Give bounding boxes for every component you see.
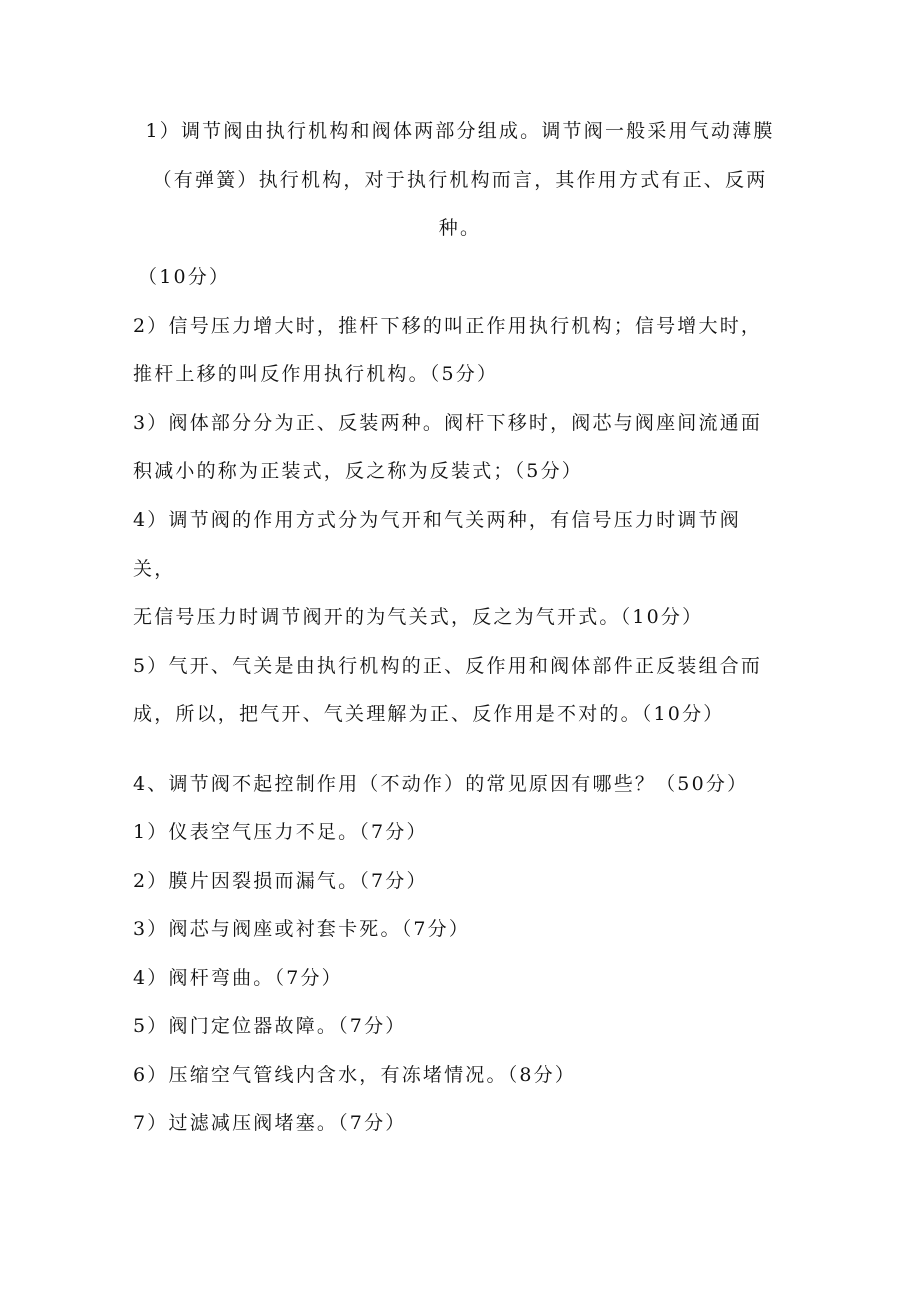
text-line: 4）调节阀的作用方式分为气开和气关两种，有信号压力时调节阀: [133, 509, 741, 531]
text-line: 推杆上移的叫反作用执行机构。（5分）: [133, 363, 499, 385]
text-line: （10分）: [138, 266, 231, 288]
text-line: 3）阀体部分分为正、反装两种。阀杆下移时，阀芯与阀座间流通面: [133, 412, 763, 434]
text-line: 1）调节阀由执行机构和阀体两部分组成。调节阀一般采用气动薄膜: [145, 120, 775, 142]
list-item: 3）阀芯与阀座或衬套卡死。（7分）: [133, 918, 471, 940]
question-heading: 4、调节阀不起控制作用（不动作）的常见原因有哪些？（50分）: [133, 773, 749, 795]
list-item: 6）压缩空气管线内含水，有冻堵情况。（8分）: [133, 1064, 577, 1086]
text-line: 积减小的称为正装式，反之称为反装式；（5分）: [133, 460, 583, 482]
list-item: 4）阀杆弯曲。（7分）: [133, 967, 343, 989]
text-line: （有弹簧）执行机构，对于执行机构而言，其作用方式有正、反两: [152, 169, 768, 191]
list-item: 5）阀门定位器故障。（7分）: [133, 1015, 407, 1037]
text-line: 成，所以，把气开、气关理解为正、反作用是不对的。（10分）: [133, 703, 725, 725]
text-line: 种。: [438, 217, 482, 239]
list-item: 7）过滤减压阀堵塞。（7分）: [133, 1112, 407, 1134]
list-item: 2）膜片因裂损而漏气。（7分）: [133, 870, 428, 892]
text-line: 2）信号压力增大时，推杆下移的叫正作用执行机构；信号增大时，: [133, 315, 763, 337]
text-line: 关，: [133, 558, 176, 580]
text-line: 5）气开、气关是由执行机构的正、反作用和阀体部件正反装组合而: [133, 655, 763, 677]
list-item: 1）仪表空气压力不足。（7分）: [133, 821, 428, 843]
text-line: 无信号压力时调节阀开的为气关式，反之为气开式。（10分）: [133, 606, 704, 628]
